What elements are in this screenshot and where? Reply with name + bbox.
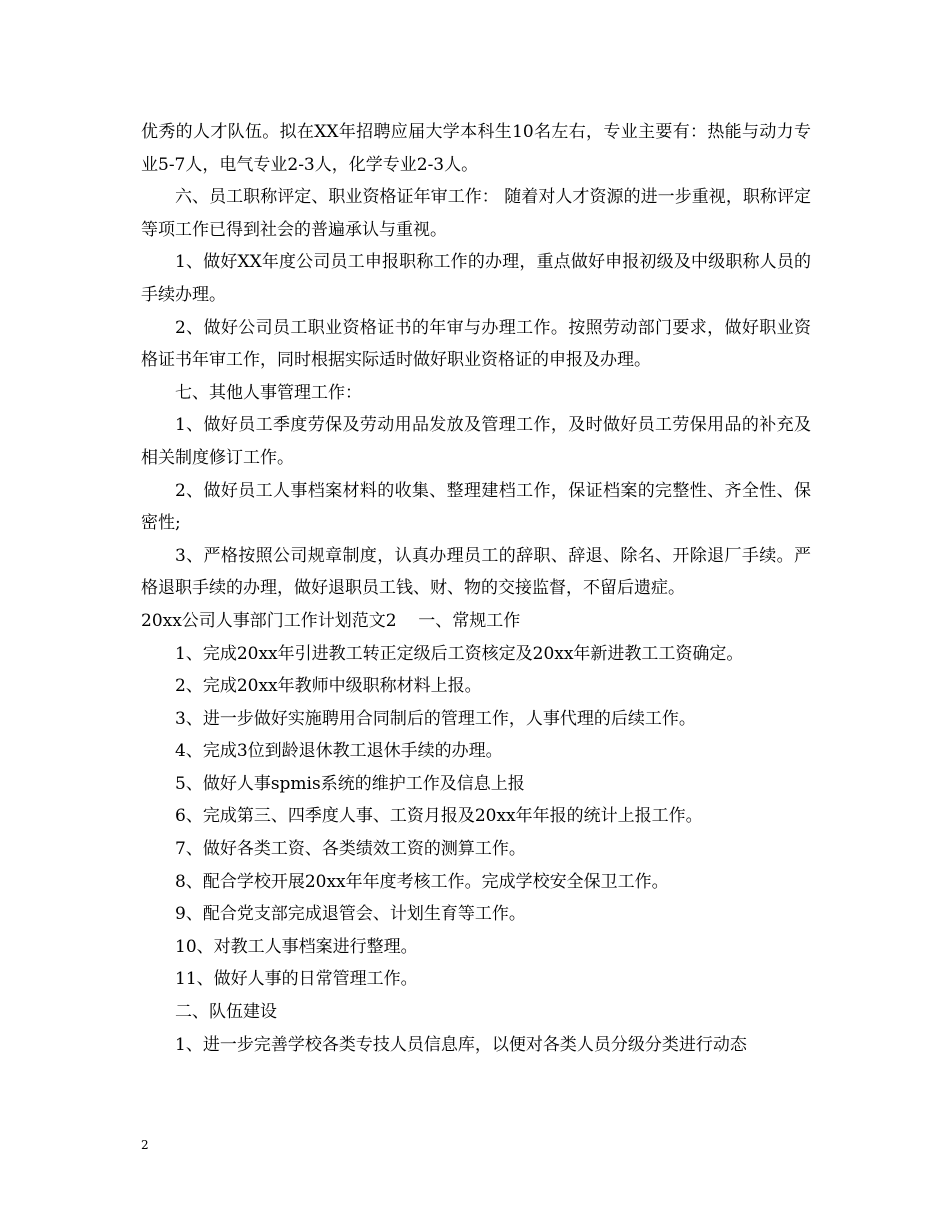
paragraph: 11、做好人事的日常管理工作。 xyxy=(175,969,418,990)
paragraph: 5、做好人事spmis系统的维护工作及信息上报 xyxy=(175,773,525,794)
document-body xyxy=(141,116,811,1061)
paragraph: 4、完成3位到龄退休教工退休手续的办理。 xyxy=(175,741,503,762)
paragraph: 2、完成20xx年教师中级职称材料上报。 xyxy=(175,676,482,697)
paragraph: 3、进一步做好实施聘用合同制后的管理工作，人事代理的后续工作。 xyxy=(175,708,696,729)
paragraph: 1、进一步完善学校各类专技人员信息库，以便对各类人员分级分类进行动态 xyxy=(175,1034,747,1055)
paragraph: 优秀的人才队伍。拟在XX年招聘应届大学本科生10名左右，专业主要有：热能与动力专业5-7人，电气专业2-3人，化学专业2-3人。 xyxy=(141,122,811,175)
paragraph: 2、做好员工人事档案材料的收集、整理建档工作，保证档案的完整性、齐全性、保密性; xyxy=(141,480,811,534)
subsection-heading: 二、队伍建设 xyxy=(175,1002,277,1023)
paragraph: 6、完成第三、四季度人事、工资月报及20xx年年报的统计上报工作。 xyxy=(175,806,703,827)
paragraph: 1、完成20xx年引进教工转正定级后工资核定及20xx年新进教工工资确定。 xyxy=(175,643,744,664)
paragraph: 六、员工职称评定、职业资格证年审工作： 随着对人才资源的进一步重视，职称评定等项工作已得到社会的普遍承认与重视。 xyxy=(141,187,811,240)
paragraph: 3、严格按照公司规章制度，认真办理员工的辞职、辞退、除名、开除退厂手续。严格退职手续的办理，做好退职员工钱、财、物的交接监督，不留后遗症。 xyxy=(141,545,811,599)
paragraph: 1、做好员工季度劳保及劳动用品发放及管理工作，及时做好员工劳保用品的补充及相关制度修订工作。 xyxy=(141,415,811,468)
paragraph: 七、其他人事管理工作： xyxy=(175,382,362,403)
paragraph: 9、配合党支部完成退管会、计划生育等工作。 xyxy=(175,904,526,925)
paragraph: 10、对教工人事档案进行整理。 xyxy=(175,936,418,957)
section-heading: 20xx公司人事部门工作计划范文2 一、常规工作 xyxy=(141,610,521,631)
page-number: 2 xyxy=(141,1138,149,1152)
paragraph: 2、做好公司员工职业资格证书的年审与办理工作。按照劳动部门要求，做好职业资格证书年审工作，同时根据实际适时做好职业资格证的申报及办理。 xyxy=(141,317,811,371)
paragraph: 7、做好各类工资、各类绩效工资的测算工作。 xyxy=(175,839,526,860)
paragraph: 8、配合学校开展20xx年年度考核工作。完成学校安全保卫工作。 xyxy=(175,871,669,892)
paragraph: 1、做好XX年度公司员工申报职称工作的办理，重点做好申报初级及中级职称人员的手续办理。 xyxy=(141,252,811,305)
